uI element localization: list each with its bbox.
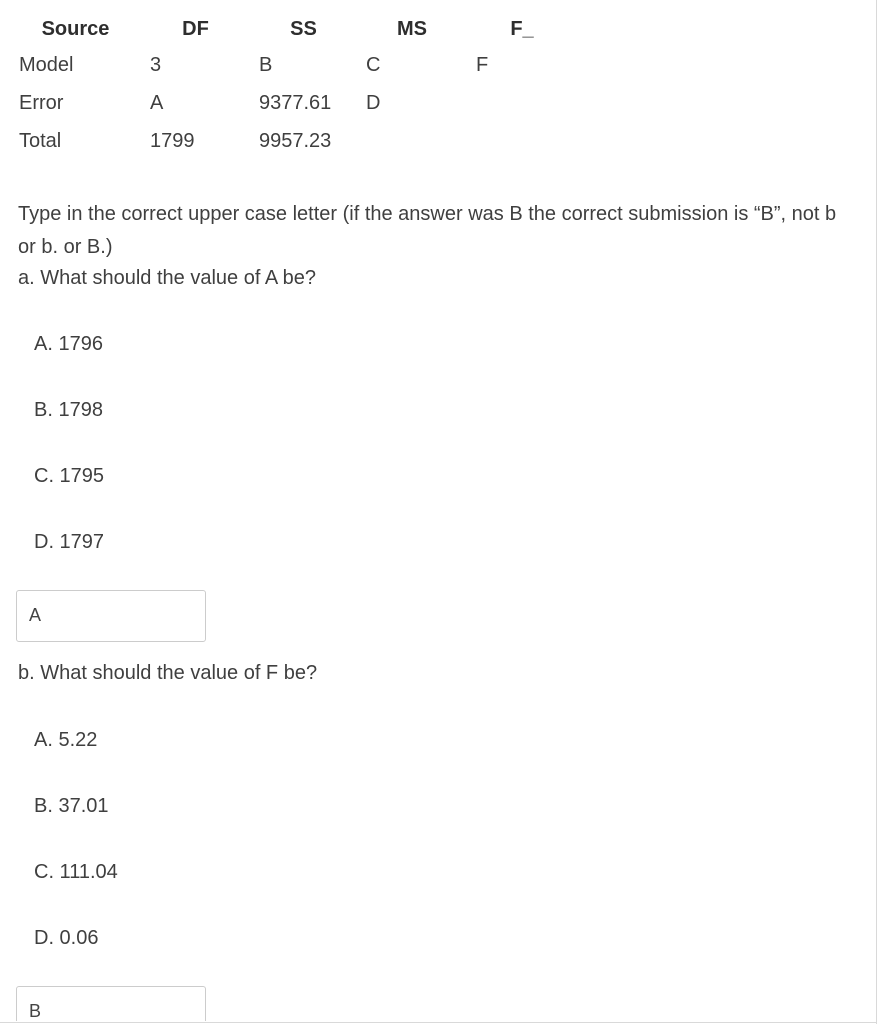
cell-model-ms: C: [366, 53, 381, 76]
question-b-answer-value: B: [29, 1001, 42, 1021]
header-df: DF: [182, 17, 209, 40]
frame-bottom-border: [0, 1022, 877, 1023]
cell-error-source: Error: [19, 91, 64, 114]
cell-model-source: Model: [19, 53, 74, 76]
frame-right-border: [876, 0, 877, 1024]
question-a-option-b: B. 1798: [34, 399, 103, 421]
cell-error-ms: D: [366, 91, 381, 114]
header-source: Source: [41, 17, 110, 40]
question-b-prompt: b. What should the value of F be?: [18, 662, 318, 684]
question-a-option-d: D. 1797: [34, 531, 105, 553]
question-a-answer-input[interactable]: [16, 590, 206, 642]
header-ms: MS: [397, 17, 427, 40]
question-a-option-a: A. 1796: [34, 333, 103, 355]
header-ss: SS: [290, 17, 317, 40]
anova-table: [10, 12, 577, 160]
question-a-answer-value: A: [29, 605, 42, 625]
cell-total-ms: [357, 122, 467, 160]
question-b-answer-input[interactable]: [16, 986, 206, 1021]
cell-model-f: F: [476, 53, 489, 76]
cell-error-df: A: [150, 91, 164, 114]
cell-total-ss: 9957.23: [259, 129, 332, 152]
cell-model-ss: B: [259, 53, 273, 76]
cell-total-df: 1799: [150, 129, 195, 152]
question-b-option-a: A. 5.22: [34, 729, 98, 751]
question-a-option-c: C. 1795: [34, 465, 105, 487]
table-row: [10, 46, 577, 84]
instructions-text: Type in the correct upper case letter (if the answer was B the correct submission is “B”, not b or b. or B.): [18, 203, 837, 258]
anova-header-row: [10, 12, 577, 46]
question-a-prompt: a. What should the value of A be?: [18, 267, 316, 289]
question-b-option-d: D. 0.06: [34, 927, 99, 949]
header-f: F_: [510, 17, 534, 40]
table-row: [10, 122, 577, 160]
table-row: [10, 84, 577, 122]
cell-model-df: 3: [150, 53, 162, 76]
question-b-option-b: B. 37.01: [34, 795, 109, 817]
cell-error-ss: 9377.61: [259, 91, 332, 114]
cell-total-source: Total: [19, 129, 62, 152]
cell-error-f: [467, 84, 577, 122]
cell-total-f: [467, 122, 577, 160]
question-b-option-c: C. 111.04: [34, 861, 118, 883]
